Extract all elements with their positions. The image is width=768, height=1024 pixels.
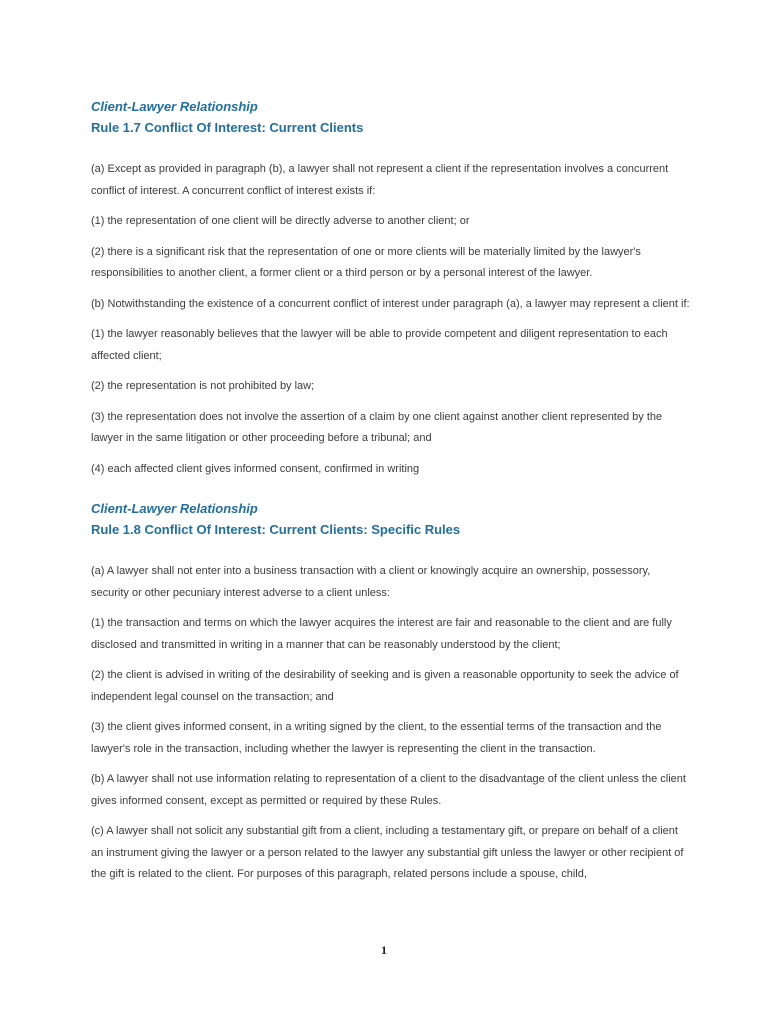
paragraph: (1) the representation of one client will be directly adverse to another client; or <box>91 215 470 227</box>
page-number: 1 <box>381 943 387 957</box>
rule-title: Rule 1.8 Conflict Of Interest: Current Clients: Specific Rules <box>91 522 461 537</box>
section-kicker: Client-Lawyer Relationship <box>91 99 258 114</box>
rule-title: Rule 1.7 Conflict Of Interest: Current Clients <box>91 120 364 135</box>
paragraph: (2) the client is advised in writing of the desirability of seeking and is given a reasonable opportunity to seek the advice of independent legal counsel on the transaction; and <box>91 669 679 703</box>
paragraph: (b) A lawyer shall not use information relating to representation of a client to the disadvantage of the client unless the client gives informed consent, except as permitted or required by these Rules. <box>91 773 686 807</box>
section-kicker: Client-Lawyer Relationship <box>91 501 258 516</box>
paragraph: (1) the transaction and terms on which the lawyer acquires the interest are fair and reasonable to the client and are fully disclosed and transmitted in writing in a manner that can be reasonably understood by the client; <box>91 617 672 651</box>
paragraph: (c) A lawyer shall not solicit any substantial gift from a client, including a testamentary gift, or prepare on behalf of a client an instrument giving the lawyer or a person related to the lawyer any substantial gift unless the lawyer or other recipient of the gift is related to the client. For purposes of this paragraph, related persons include a spouse, child, <box>91 825 684 880</box>
paragraph: (1) the lawyer reasonably believes that the lawyer will be able to provide competent and diligent representation to each affected client; <box>91 328 668 362</box>
paragraph: (4) each affected client gives informed consent, confirmed in writing <box>91 462 420 475</box>
paragraph: (a) A lawyer shall not enter into a business transaction with a client or knowingly acquire an ownership, possessory, security or other pecuniary interest adverse to a client unless: <box>91 565 651 599</box>
paragraph: (2) there is a significant risk that the representation of one or more clients will be materially limited by the lawyer's responsibilities to another client, a former client or a third person or by a personal interest of the lawyer. <box>91 245 641 279</box>
page-content <box>91 96 691 895</box>
rule-1-7-section <box>91 96 691 480</box>
paragraph: (3) the representation does not involve the assertion of a claim by one client against another client represented by the lawyer in the same litigation or other proceeding before a tribunal; and <box>91 410 663 444</box>
paragraph: (2) the representation is not prohibited by law; <box>91 380 315 392</box>
rule-1-8-section <box>91 498 691 886</box>
paragraph: (b) Notwithstanding the existence of a concurrent conflict of interest under paragraph (a), a lawyer may represent a client if: <box>91 297 690 310</box>
section-spacer <box>91 489 691 498</box>
paragraph: (3) the client gives informed consent, in a writing signed by the client, to the essential terms of the transaction and the lawyer's role in the transaction, including whether the lawyer is representing the client in the transaction. <box>91 721 662 755</box>
paragraph: (a) Except as provided in paragraph (b), a lawyer shall not represent a client if the representation involves a concurrent conflict of interest. A concurrent conflict of interest exists if: <box>91 163 669 197</box>
